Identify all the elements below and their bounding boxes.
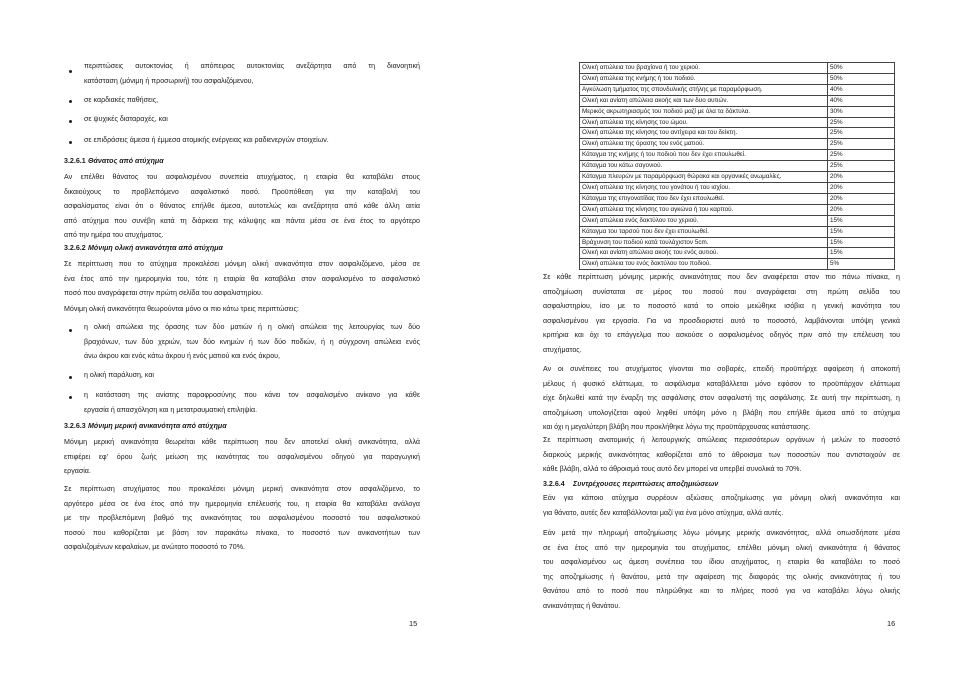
paragraph-line: Εάν μετά την πληρωμή αποζημίωσης λόγω μόνιμης μερικής ανικανότητας, αλλά οπωσδήποτε μέσα [543,529,900,537]
table-row [580,128,895,139]
case-item [84,320,420,364]
page-number: 15 [409,619,418,628]
paragraph-preexisting [543,362,900,435]
table-row [580,161,895,172]
percentage-cell: 5% [828,259,895,270]
paragraph-line: της αποζημίωσης ή θανάτου, μετά την αφαίρεση της διαφοράς της ολικής ανικανότητας ή του [543,572,900,581]
bullet-dot [69,376,72,379]
bullet-dot [69,120,72,123]
bullet-dot [69,141,72,144]
paragraph-line: ένα έτος από την ημερομηνία του, τότε η εταιρία θα καταβάλει στον ασφαλισμένο το ασφαλιστικό [64,274,420,283]
paragraph-subsequent-disability [543,526,900,614]
table-row [580,117,895,128]
paragraph-line: Μόνιμη μερική ανικανότητα θεωρείται κάθε περίπτωση που δεν αποτελεί ολική ανικανότητα, αλλά [64,438,420,446]
percentage-cell: 15% [828,248,895,259]
paragraph-line: αποζημίωση υπολογίζεται αφού ληφθεί υπόψη μόνο η βλάβη που επήλθε άμεσα από το ατύχημα [543,408,900,417]
paragraph-line: ατυχήματος. [543,345,582,354]
percentage-cell: 15% [828,215,895,226]
section-title: Μόνιμη μερική ανικανότητα από ατύχημα [88,422,227,430]
paragraph-line: μέλους ή φυσικό ελάττωμα, το ασφάλισμα καταβάλλεται μόνο εφόσον το προϋπάρχον ελάττωμα [543,379,900,388]
paragraph-line: Αν οι συνέπειες του ατυχήματος γίνονται πιο σοβαρές, επειδή προϋπήρχε αφαίρεση ή αποκοπή [543,365,900,373]
injury-description-cell: Ολική απώλεια ενός δακτύλου του χεριού. [580,215,828,226]
paragraph-line: Αν επέλθει θάνατος του ασφαλισμένου συνεπεία ατυχήματος, η εταιρία θα καταβάλει στους [64,173,420,181]
bullet-line: περιπτώσεις αυτοκτονίας ή απόπειρας αυτοκτονίας ανεξάρτητα από τη διανοητική [84,62,420,70]
paragraph-line: Εάν για κάποιο ατύχημα συρρέουν αξιώσεις αποζημίωσης για μόνιμη ολική ανικανότητα και [543,494,900,502]
paragraph-general-criteria [543,270,900,358]
injury-description-cell: Ολική απώλεια της κίνησης του ώμου. [580,117,828,128]
paragraph-line: ασφαλισμένου για εργασία. Για να προσδιοριστεί αυτό το ποσοστό, λαμβάνονται υπόψη γενικά [543,316,900,325]
paragraph-partial-disability [64,435,420,479]
bullet-item [84,59,420,88]
section-number: 3.2.6.4 [543,480,565,488]
table-row [580,226,895,237]
paragraph-line: ασφαλιζομένων κεφαλαίων, με ανώτατο ποσοστό το 70%. [64,543,245,552]
paragraph-line: σε ένα έτος από την ημερομηνία του ατυχήματος, επέλθει μόνιμη ολική ανικανότητα ή θάνατος [543,543,900,552]
injury-description-cell: Ολική απώλεια του ενός δακτύλου του ποδιού. [580,259,828,270]
table-row [580,95,895,106]
paragraph-line: Μόνιμη ολική ανικανότητα θεωρούνται μόνο οι πιο κάτω τρεις περιπτώσεις: [64,305,299,313]
injury-description-cell: Ολική απώλεια της κίνησης του αγκώνα ή του καρπού. [580,204,828,215]
injury-description-cell: Κάταγμα του ταρσού που δεν έχει επουλωθεί. [580,226,828,237]
paragraph-line: δικαιούχους το προβλεπόμενο ασφαλιστικό ποσό. Προϋπόθεση για την καταβολή του [64,187,420,196]
paragraph-line: ποσό που αναγράφεται στην πρώτη σελίδα του ασφαλιστηρίου. [64,289,263,298]
percentage-cell: 50% [828,63,895,74]
bullet-line: σε ψυχικές διαταραχές, και [84,115,168,123]
section-number: 3.2.6.1 [64,157,86,165]
percentage-cell: 25% [828,128,895,139]
paragraph-line: εργασία. [64,467,91,476]
paragraph-line: ποσού που καθορίζεται με βάση τον παρακάτω πίνακα, το ποσοστό των ανικανοτήτων των [64,528,420,537]
bullet-line: σε επιδράσεις άμεσα ή έμμεσα ατομικής ενέργειας και ραδιενεργών στοιχείων. [84,136,329,144]
injury-description-cell: Μερικός ακρωτηριασμός του ποδιού μαζί με όλα τα δάκτυλα. [580,106,828,117]
paragraph-death [64,170,420,243]
table-row [580,106,895,117]
paragraph-line: ασφαλίσματος είναι ότι ο θάνατος επήλθε άμεσα, αυτοτελώς και ανεξάρτητα από κάθε άλλη αιτία [64,202,420,211]
injury-description-cell: Βράχυνση του ποδιού κατά τουλάχιστον 5cm. [580,237,828,248]
bullet-item [84,112,420,127]
paragraph-line: Σε περίπτωση ατυχήματος που προκαλέσει μόνιμη μερική ανικανότητα στον ασφαλιζόμενο, το [64,485,420,493]
table-row [580,150,895,161]
percentage-cell: 40% [828,95,895,106]
injury-description-cell: Κάταγμα της επιγονατίδας που δεν έχει επουλωθεί. [580,193,828,204]
table-row [580,193,895,204]
injury-description-cell: Ολική απώλεια της κίνησης του αντίχειρα και του δείκτη. [580,128,828,139]
bullet-line: σε καρδιακές παθήσεις, [84,96,159,104]
injury-description-cell: Κάταγμα πλευρών με παραμόρφωση θώρακα και οργανικές ανωμαλίες. [580,172,828,183]
percentage-cell: 25% [828,117,895,128]
paragraph-line: ασφαλιστηρίου, ίσο με το ποσοστό κατά το οποίο μειώθηκε ισόβια η γενική ικανότητα του [543,302,900,311]
case-line: η ολική παράλυση, και [84,371,155,379]
injury-description-cell: Ολική και ανίατη απώλεια ακοής του ενός αυτιού. [580,248,828,259]
bullet-item [84,133,420,148]
percentage-cell: 25% [828,139,895,150]
percentage-cell: 40% [828,84,895,95]
case-line: άνω άκρου και ενός κάτω άκρου ή ενός ματιού και ενός άκρου, [84,352,280,361]
section-title: Θάνατος από ατύχημα [88,157,164,165]
bullet-line: κατάσταση (μόνιμη ή προσωρινή) του ασφαλιζόμενου, [84,76,254,85]
section-heading-3264 [543,480,718,488]
table-row [580,139,895,150]
case-item [84,388,420,417]
bullet-dot [69,70,72,73]
percentage-cell: 20% [828,193,895,204]
paragraph-line: επιφέρει εφ' όρου ζωής μείωση της ικανότητας του ασφαλισμένου οδηγού για παραγωγική [64,452,420,461]
table-row [580,172,895,183]
table-row [580,215,895,226]
disability-percentage-table [579,62,895,270]
case-line: η κατάσταση της ανίατης παραφροσύνης που κάνει τον ασφαλισμένο ανίκανο για κάθε [84,391,420,399]
percentage-cell: 25% [828,150,895,161]
case-item [84,368,420,383]
section-heading-3261 [64,157,164,165]
percentage-cell: 20% [828,172,895,183]
percentage-cell: 15% [828,237,895,248]
paragraph-line: Σε περίπτωση που το ατύχημα προκαλέσει μόνιμη ολική ανικανότητα στον ασφαλιζόμενο, μέσα σε [64,260,420,268]
table-row [580,204,895,215]
paragraph-line: από ατύχημα που συνέβη κατά τη διάρκεια της κάλυψης και πάντα μέσα σε ένα έτος το αργότερο [64,216,420,225]
injury-description-cell: Ολική απώλεια της κνήμης ή του ποδιού. [580,73,828,84]
section-heading-3263 [64,422,227,430]
section-title: Μόνιμη ολική ανικανότητα από ατύχημα [88,244,223,252]
injury-description-cell: Ολική και ανίατη απώλεια ακοής και των δυο αυτιών. [580,95,828,106]
page-right [480,0,960,674]
paragraph-line: θανάτου από το ποσό που πληρώθηκε και το πλήρες ποσό για να καταβάλει λόγω ολικής [543,587,900,596]
percentage-cell: 50% [828,73,895,84]
paragraph-multiple-losses [543,433,900,477]
percentage-cell: 20% [828,204,895,215]
table-row [580,259,895,270]
section-heading-3262 [64,244,223,252]
page-number: 16 [887,619,896,628]
table-row [580,84,895,95]
table-row [580,237,895,248]
paragraph-line: αργότερο μέσα σε ένα έτος από την ημερομηνία επέλευσής του, η εταιρία θα καταβάλει ανάλογα [64,499,420,508]
percentage-cell: 30% [828,106,895,117]
case-line: η ολική απώλεια της όρασης των δύο ματιών ή η ολική απώλεια της λειτουργίας των δύο [84,323,420,331]
paragraph-line: διαρκούς μερικής ανικανότητας καθορίζεται από το άθροισμα των ποσοστών που αντιστοιχούν σε [543,450,900,459]
paragraph-line: του ασφαλισμένου ως άμεση συνέπεια του ίδιου ατυχήματος, η εταιρία θα καταβάλει το ποσό [543,558,900,567]
injury-description-cell: Ολική απώλεια του βραχίονα ή του χεριού. [580,63,828,74]
percentage-cell: 25% [828,161,895,172]
injury-description-cell: Ολική απώλεια της κίνησης του γονάτου ή του ισχίου. [580,182,828,193]
paragraph-line: ανικανότητας ή θανάτου. [543,601,621,610]
injury-description-cell: Κάταγμα του κάτω σαγονιού. [580,161,828,172]
paragraph-line: από την ημέρα του ατυχήματος. [64,231,164,240]
case-line: βραχιόνων, των δύο χεριών, των δύο κνημών ή των δύο ποδιών, ή η σύγχρονη απώλεια ενός [84,337,420,346]
bullet-dot [69,100,72,103]
paragraph-cases-intro [64,302,420,317]
bullet-dot [69,329,72,332]
paragraph-concurrent-claims [543,491,900,520]
paragraph-line: με την προβλεπόμενη βαθμό της ανικανότητας του ασφαλισμένου ποσοστό του ασφαλιστικού [64,514,420,523]
table-row [580,63,895,74]
paragraph-line: Σε περίπτωση ανατομικής ή λειτουργικής απώλειας περισσότερων οργάνων ή μελών το ποσοστό [543,436,900,444]
table-row [580,182,895,193]
section-number: 3.2.6.2 [64,244,86,252]
paragraph-line: αποζημίωση συνίσταται σε μέρος του ποσού που αναγράφεται στη πρώτη σελίδα του [543,287,900,296]
injury-description-cell: Αγκύλωση τμήματος της σπονδυλικής στήλης με παραμόρφωση. [580,84,828,95]
paragraph-line: και όχι η μεγαλύτερη βλάβη που προκλήθηκε λόγω της προϋπάρχουσας κατάστασης. [543,423,811,432]
paragraph-line: κάθε βλάβη, αλλά το άθροισμά τους αυτό δεν μπορεί να υπερβεί συνολικά το 70%. [543,465,802,474]
table-row [580,73,895,84]
case-line: εργασία ή απασχόληση και η μετατραυματική επιληψία. [84,405,258,414]
table-row [580,248,895,259]
section-number: 3.2.6.3 [64,422,86,430]
paragraph-partial-payment [64,482,420,555]
paragraph-line: είχε δηλωθεί κατά την έναρξη της ασφάλισης στον ασφαλιστή της ασφάλισης. Σε αυτή την περίπτωση, η [543,394,900,403]
paragraph-total-disability [64,257,420,301]
paragraph-line: Σε κάθε περίπτωση μόνιμης μερικής ανικανότητας που δεν αναφέρεται στον πιο πάνω πίνακα, η [543,273,900,281]
section-title: Συντρέχουσες περιπτώσεις αποζημιώσεων [573,480,719,488]
injury-description-cell: Κάταγμα της κνήμης ή του ποδιού που δεν έχει επουλωθεί. [580,150,828,161]
percentage-cell: 15% [828,226,895,237]
paragraph-line: για θάνατο, αυτές δεν καταβάλλονται μαζί για ένα μόνο ατύχημα, αλλά αυτές. [543,508,784,517]
percentage-cell: 20% [828,182,895,193]
paragraph-line: κριτήρια και όχι το επάγγελμα που ασκούσε ο ασφαλισμένος οδηγός πριν από την επέλευση του [543,331,900,340]
bullet-item [84,93,420,108]
injury-description-cell: Ολική απώλεια της όρασης του ενός ματιού. [580,139,828,150]
bullet-dot [69,396,72,399]
